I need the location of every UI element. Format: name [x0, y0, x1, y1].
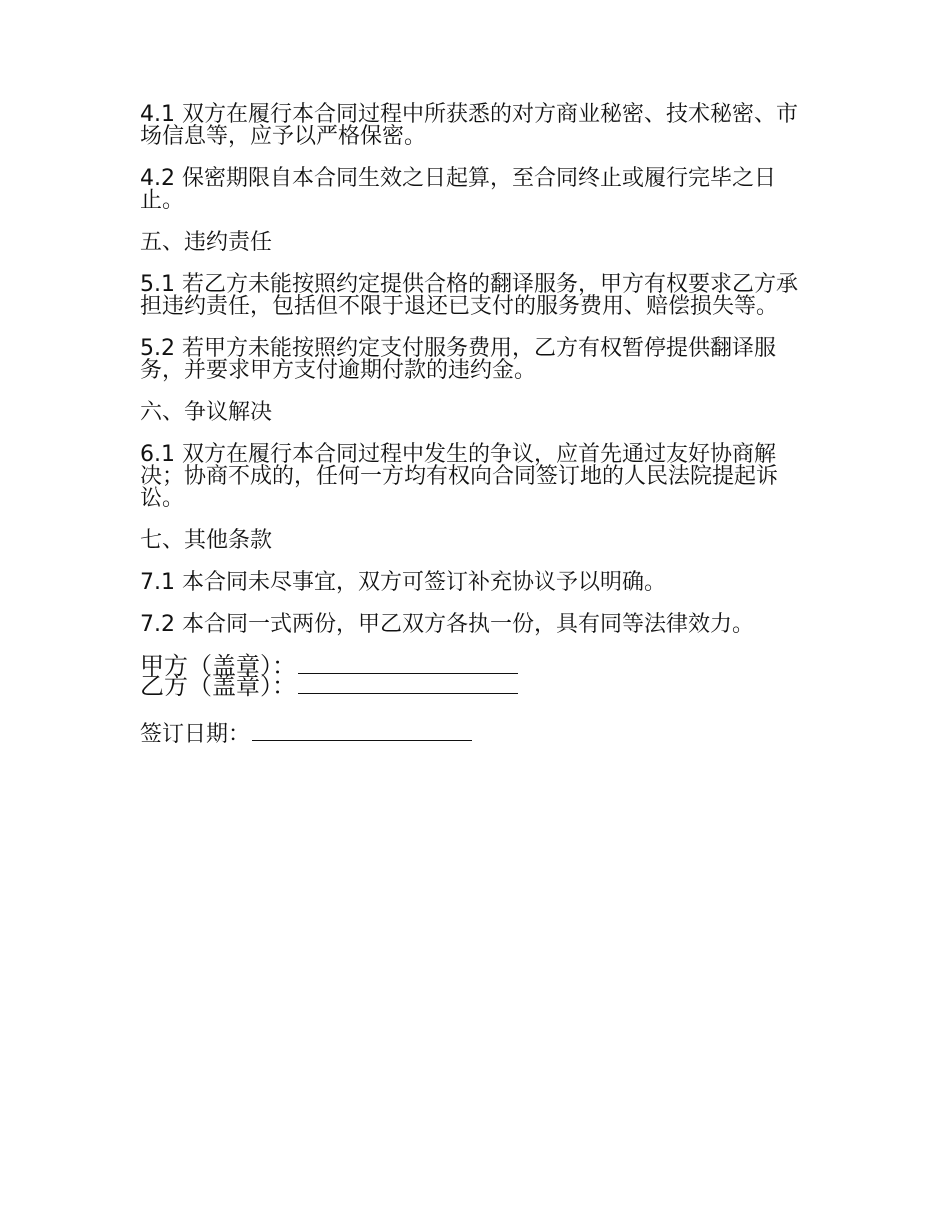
- signing-date: [140, 724, 812, 746]
- clause-4-2: 4.2 保密期限自本合同生效之日起算，至合同终止或履行完毕之日止。: [140, 166, 776, 213]
- party-b-signature: [140, 672, 812, 700]
- section-heading-breach: 五、违约责任: [140, 230, 273, 255]
- section-heading-dispute: 六、争议解决: [140, 400, 273, 425]
- signing-date-label: 签订日期：: [140, 722, 251, 747]
- signature-block: [140, 652, 812, 700]
- signing-date-blank-line[interactable]: [252, 724, 472, 741]
- clause-7-1: 7.1 本合同未尽事宜，双方可签订补充协议予以明确。: [140, 570, 666, 595]
- contract-page: [140, 104, 812, 746]
- clause-4-1: 4.1 双方在履行本合同过程中所获悉的对方商业秘密、技术秘密、市场信息等，应予以严格保密。: [140, 102, 798, 149]
- party-b-label: 乙方（盖章）：: [140, 672, 296, 700]
- clause-5-1: 5.1 若乙方未能按照约定提供合格的翻译服务，甲方有权要求乙方承担违约责任，包括但不限于退还已支付的服务费用、赔偿损失等。: [140, 272, 798, 319]
- clause-5-2: 5.2 若甲方未能按照约定支付服务费用，乙方有权暂停提供翻译服务，并要求甲方支付逾期付款的违约金。: [140, 336, 776, 383]
- party-a-blank-line[interactable]: [298, 657, 518, 674]
- section-heading-other: 七、其他条款: [140, 528, 273, 553]
- party-a-label: 甲方（盖章）：: [140, 652, 296, 680]
- clause-6-1: 6.1 双方在履行本合同过程中发生的争议，应首先通过友好协商解决；协商不成的，任何一方均有权向合同签订地的人民法院提起诉讼。: [140, 442, 779, 511]
- clause-7-2: 7.2 本合同一式两份，甲乙双方各执一份，具有同等法律效力。: [140, 612, 754, 637]
- party-b-blank-line[interactable]: [298, 677, 518, 694]
